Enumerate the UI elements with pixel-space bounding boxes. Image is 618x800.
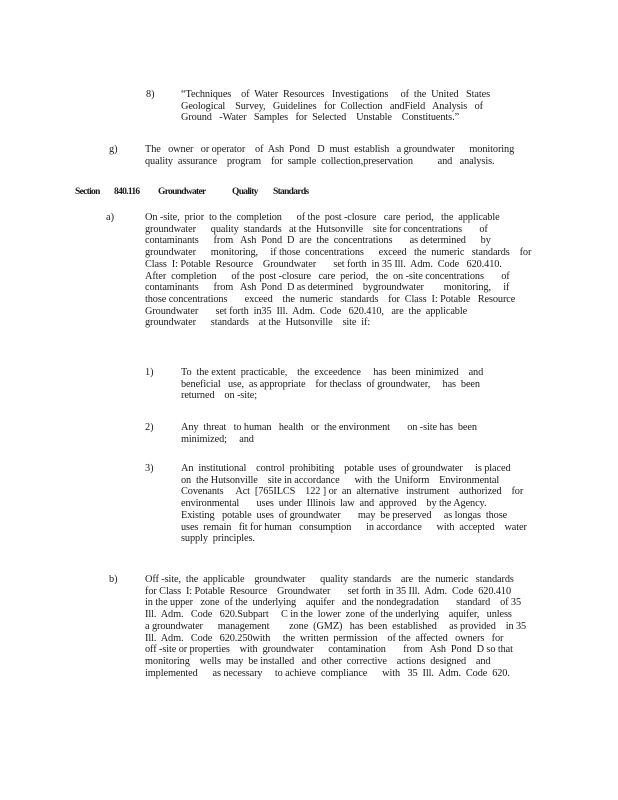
text-line: An institutional control prohibiting potable uses of groundwater is placed xyxy=(181,463,511,474)
item-g-text xyxy=(145,144,514,167)
text-line: To the extent practicable, the exceedence has been minimized and xyxy=(181,367,484,378)
text-line: Any threat to human health or the environment on -site has been xyxy=(181,422,477,433)
text-line: minimized; and xyxy=(181,433,254,445)
item-a-text xyxy=(145,212,531,329)
text-line: for Class I: Potable Resource Groundwater set forth in 35 Ill. Adm. Code 620.410 xyxy=(145,585,511,597)
text-line: those concentrations exceed the numeric standards for Class I: Potable Resource xyxy=(145,293,516,305)
section-number: 840.116 xyxy=(114,187,140,197)
text-line: groundwater quality standards at the Hutsonville site for concentrations of xyxy=(145,223,488,235)
text-line: After completion of the post -closure care period, the on -site concentrations of xyxy=(145,270,510,282)
section-title-word: Standards xyxy=(273,187,309,197)
text-line: contaminants from Ash Pond D are the concentrations as determined by xyxy=(145,235,491,247)
text-line: implemented as necessary to achieve compliance with 35 Ill. Adm. Code 620. xyxy=(145,667,510,679)
item-b-label: b) xyxy=(109,574,118,585)
item-a2-text xyxy=(181,422,477,445)
text-line: Class I: Potable Resource Groundwater set forth in 35 Ill. Adm. Code 620.410. xyxy=(145,258,502,270)
section-label: Section xyxy=(75,187,100,197)
text-line: uses remain fit for human consumption in accordance with accepted water xyxy=(181,521,527,533)
item-a1-text xyxy=(181,367,483,402)
text-line: a groundwater management zone (GMZ) has been established as provided in 35 xyxy=(145,620,527,632)
section-title-word: Quality xyxy=(232,187,258,197)
text-line: returned on -site; xyxy=(181,390,257,402)
item-a3-text xyxy=(181,463,527,545)
text-line: groundwater standards at the Hutsonville site if: xyxy=(145,317,371,329)
item-8-text xyxy=(181,89,490,124)
text-line: Ill. Adm. Code 620.Subpart C in the lower zone of the underlying aquifer, unless xyxy=(145,609,512,621)
section-title-word: Groundwater xyxy=(158,187,206,197)
text-line: Ill. Adm. Code 620.250with the written permission of the affected owners for xyxy=(145,632,504,644)
item-a2-label: 2) xyxy=(145,422,154,433)
text-line: On -site, prior to the completion of the post -closure care period, the applicable xyxy=(145,212,500,223)
item-g-label: g) xyxy=(109,144,118,155)
item-b-text xyxy=(145,574,526,679)
text-line: on the Hutsonville site in accordance with the Uniform Environmental xyxy=(181,474,500,486)
text-line: environmental uses under Illinois law and approved by the Agency. xyxy=(181,498,487,510)
text-line: “Techniques of Water Resources Investigations of the United States xyxy=(181,89,491,100)
text-line: in the upper zone of the underlying aquifer and the nondegradation standard of 35 xyxy=(145,597,522,609)
text-line: off -site or properties with groundwater contamination from Ash Pond D so that xyxy=(145,644,513,656)
text-line: quality assurance program for sample collection,preservation and analysis. xyxy=(145,155,495,167)
text-line: Groundwater set forth in35 Ill. Adm. Code 620.410, are the applicable xyxy=(145,305,468,317)
item-8-label: 8) xyxy=(146,89,155,100)
item-a3-label: 3) xyxy=(145,463,154,474)
text-line: Geological Survey, Guidelines for Collection andField Analysis of xyxy=(181,100,484,112)
text-line: The owner or operator of Ash Pond D must establish a groundwater monitoring xyxy=(145,144,515,155)
text-line: groundwater monitoring, if those concentrations exceed the numeric standards for xyxy=(145,247,532,259)
item-a-label: a) xyxy=(106,212,114,223)
text-line: Covenants Act [765ILCS 122 ] or an alternative instrument authorized for xyxy=(181,486,524,498)
text-line: supply principles. xyxy=(181,533,255,545)
text-line: Ground -Water Samples for Selected Unstable Constituents.” xyxy=(181,112,460,124)
text-line: monitoring wells may be installed and other corrective actions designed and xyxy=(145,655,491,667)
text-line: Existing potable uses of groundwater may be preserved as longas those xyxy=(181,509,508,521)
item-a1-label: 1) xyxy=(145,367,154,378)
text-line: Off -site, the applicable groundwater quality standards are the numeric standards xyxy=(145,574,514,585)
text-line: beneficial use, as appropriate for theclass of groundwater, has been xyxy=(181,378,480,390)
text-line: contaminants from Ash Pond D as determined bygroundwater monitoring, if xyxy=(145,282,510,294)
